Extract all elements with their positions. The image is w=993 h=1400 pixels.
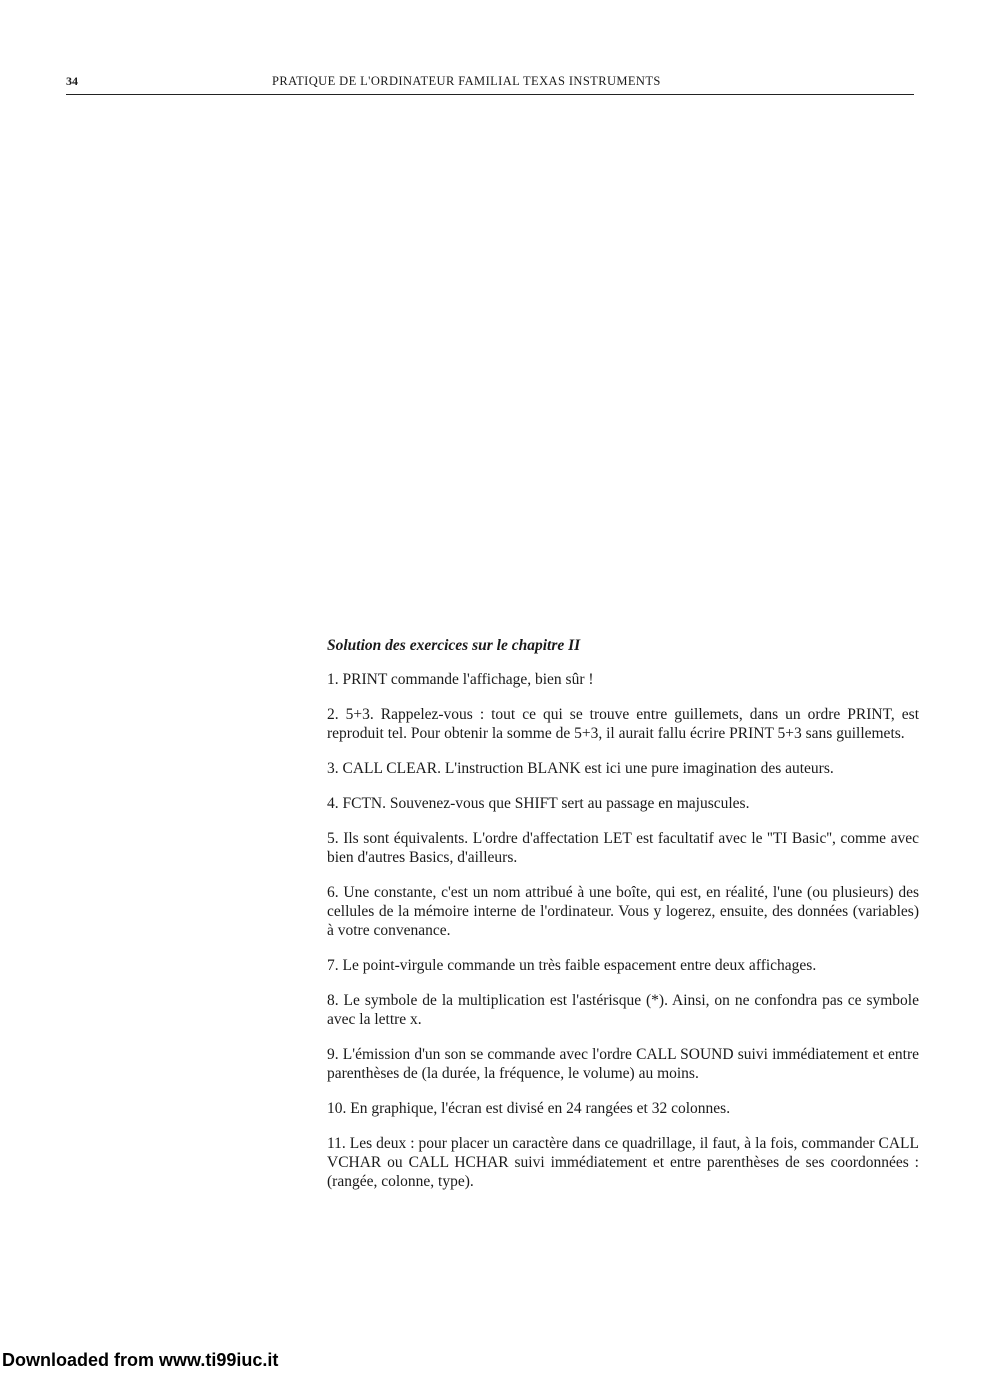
running-header — [66, 72, 914, 95]
answer-9: 9. L'émission d'un son se commande avec l'ordre CALL SOUND suivi immédiatement et entre parenthèses de (la durée, la fréquence, le volume) au moins. — [327, 1046, 919, 1082]
answer-3: 3. CALL CLEAR. L'instruction BLANK est ici une pure imagination des auteurs. — [327, 760, 834, 777]
answer-11: 11. Les deux : pour placer un caractère dans ce quadrillage, il faut, à la fois, commander CALL VCHAR ou CALL HCHAR suivi immédiatement et entre parenthèses de ses coordonnées : (rangée, colonne, type). — [327, 1135, 919, 1190]
page-number: 34 — [66, 74, 78, 88]
answer-10: 10. En graphique, l'écran est divisé en 24 rangées et 32 colonnes. — [327, 1100, 731, 1117]
answer-4: 4. FCTN. Souvenez-vous que SHIFT sert au passage en majuscules. — [327, 795, 750, 812]
answer-5: 5. Ils sont équivalents. L'ordre d'affectation LET est facultatif avec le ''TI Basic'', comme avec bien d'autres Basics, d'ailleurs. — [327, 830, 919, 866]
answer-8: 8. Le symbole de la multiplication est l'astérisque (*). Ainsi, on ne confondra pas ce symbole avec la lettre x. — [327, 992, 919, 1028]
section-heading: Solution des exercices sur le chapitre II — [327, 637, 581, 654]
answer-7: 7. Le point-virgule commande un très faible espacement entre deux affichages. — [327, 957, 817, 974]
solutions-section — [327, 636, 919, 1207]
answer-6: 6. Une constante, c'est un nom attribué à une boîte, qui est, en réalité, l'une (ou plusieurs) des cellules de la mémoire interne de l'ordinateur. Vous y logerez, ensuite, des données (variables) à votre convenance. — [327, 884, 919, 939]
download-credit: Downloaded from www.ti99iuc.it — [2, 1350, 279, 1370]
answer-2: 2. 5+3. Rappelez-vous : tout ce qui se trouve entre guillemets, dans un ordre PRINT, est reproduit tel. Pour obtenir la somme de 5+3, il aurait fallu écrire PRINT 5+3 sans guillemets. — [327, 706, 919, 742]
answer-1: 1. PRINT commande l'affichage, bien sûr ! — [327, 671, 594, 688]
header-title: PRATIQUE DE L'ORDINATEUR FAMILIAL TEXAS INSTRUMENTS — [272, 74, 661, 88]
